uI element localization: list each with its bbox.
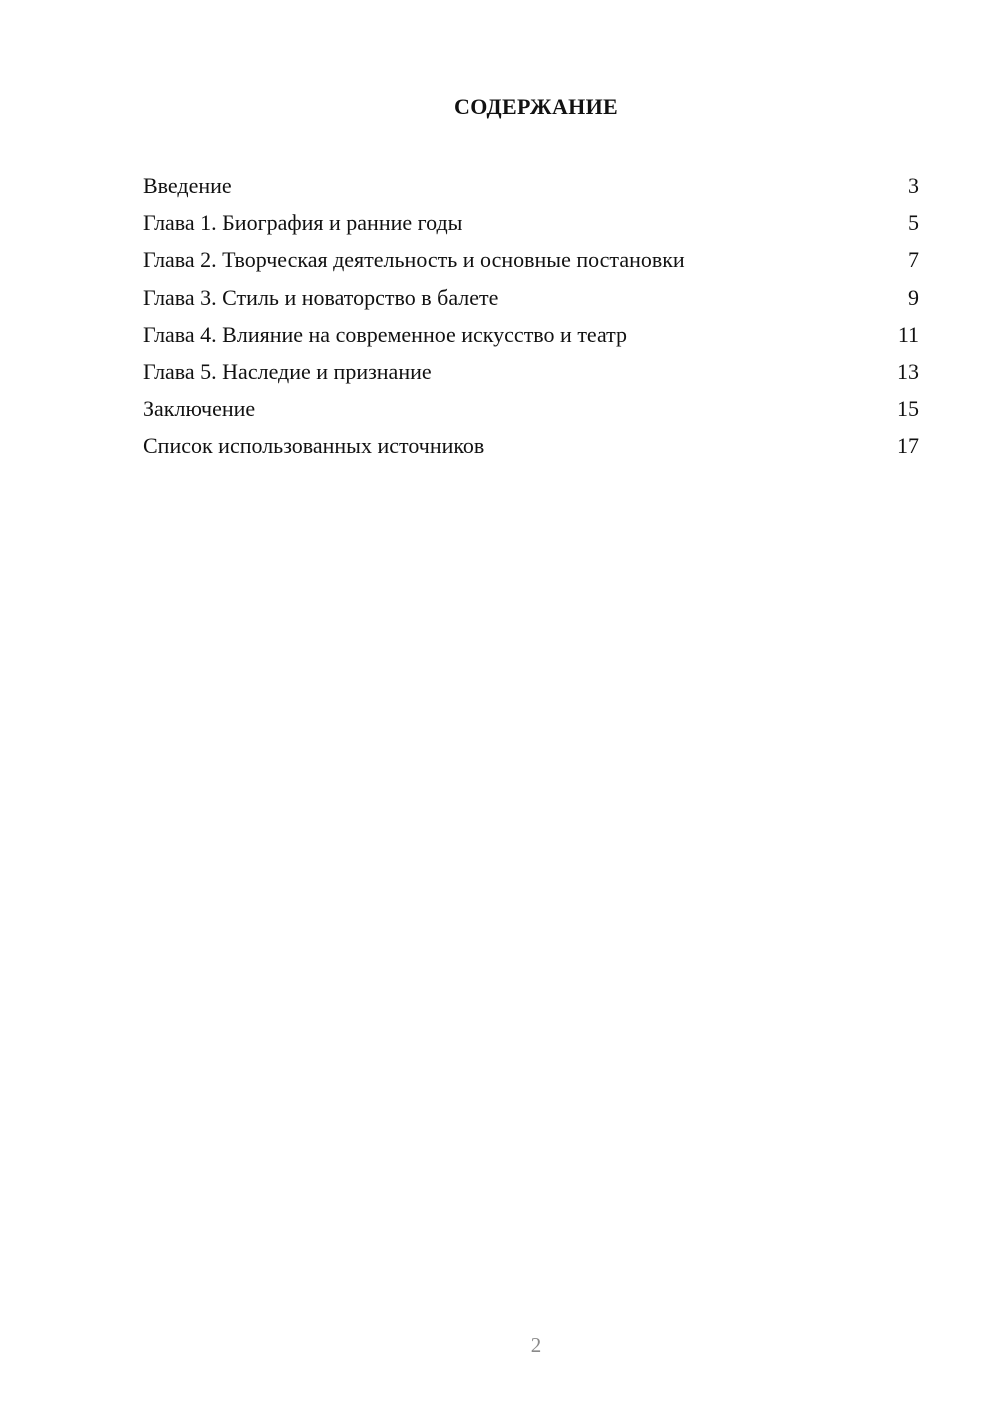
- toc-entry-page: 11: [897, 321, 919, 347]
- toc-entry-label: Заключение: [143, 396, 256, 422]
- toc-entry-label: Список использованных источников: [143, 433, 485, 459]
- toc-entry-chapter-1: [143, 204, 919, 241]
- toc-entry-label: Глава 4. Влияние на современное искусство и театр: [143, 321, 628, 347]
- toc-entry-label: Глава 3. Стиль и новаторство в балете: [143, 284, 499, 310]
- toc-entry-references: [143, 427, 919, 464]
- toc-entry-page: 9: [908, 284, 919, 310]
- toc-entry-page: 7: [908, 247, 919, 273]
- page-number: 2: [530, 1333, 542, 1357]
- toc-entry-page: 13: [897, 358, 919, 384]
- table-of-contents: [143, 167, 919, 465]
- toc-entry-introduction: [143, 167, 919, 204]
- toc-entry-chapter-3: [143, 279, 919, 316]
- page-title: СОДЕРЖАНИЕ: [454, 94, 618, 119]
- toc-entry-label: Введение: [143, 173, 232, 198]
- toc-entry-conclusion: [143, 390, 919, 427]
- toc-entry-chapter-2: [143, 241, 919, 278]
- toc-entry-chapter-4: [143, 316, 919, 353]
- toc-entry-page: 3: [908, 173, 919, 198]
- toc-entry-label: Глава 1. Биография и ранние годы: [143, 210, 463, 236]
- toc-entry-page: 5: [908, 210, 919, 236]
- toc-entry-page: 15: [897, 396, 919, 422]
- toc-entry-page: 17: [897, 433, 919, 459]
- toc-entry-chapter-5: [143, 353, 919, 390]
- toc-entry-label: Глава 2. Творческая деятельность и основные постановки: [143, 247, 685, 273]
- toc-entry-label: Глава 5. Наследие и признание: [143, 358, 432, 384]
